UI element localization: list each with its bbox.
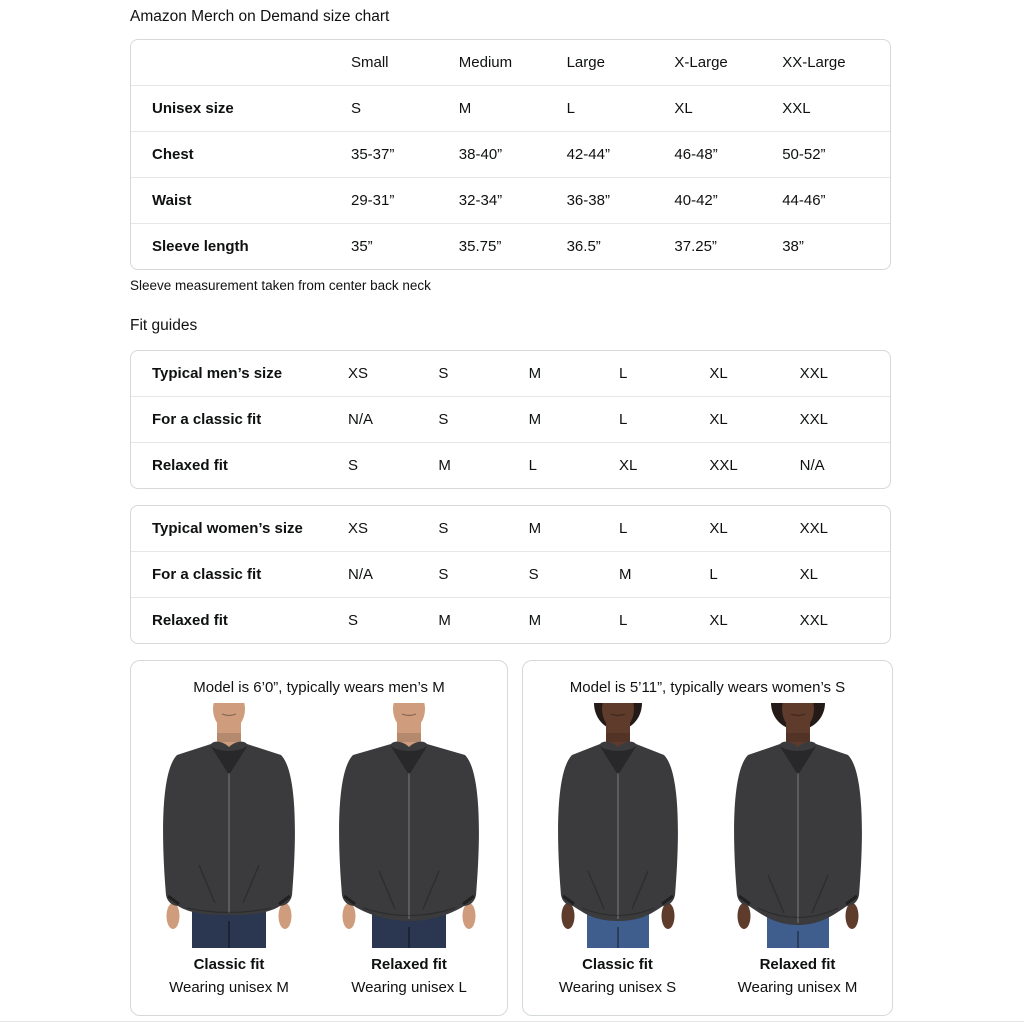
value-cell: M bbox=[438, 457, 451, 474]
model-cards-row bbox=[130, 660, 893, 1016]
table-row bbox=[131, 442, 890, 488]
model-card-title: Model is 6’0”, typically wears men’s M bbox=[193, 679, 445, 696]
value-cell: XS bbox=[348, 365, 369, 382]
value-cell: 35.75” bbox=[458, 238, 502, 255]
page-title: Amazon Merch on Demand size chart bbox=[130, 8, 390, 25]
row-label: Relaxed fit bbox=[152, 612, 228, 629]
value-cell: 35” bbox=[351, 238, 373, 255]
table-row bbox=[131, 85, 890, 131]
size-chart-table bbox=[130, 39, 891, 270]
value-cell: 37.25” bbox=[674, 238, 717, 255]
row-label: For a classic fit bbox=[152, 566, 262, 583]
value-cell: XL bbox=[709, 612, 728, 629]
row-label: Sleeve length bbox=[152, 238, 249, 255]
value-cell: S bbox=[348, 457, 359, 474]
value-cell: S bbox=[438, 566, 449, 583]
fit-caption: Relaxed fit bbox=[759, 956, 836, 973]
table-row bbox=[131, 551, 890, 597]
model-photo bbox=[713, 703, 883, 948]
model-figures bbox=[131, 703, 507, 997]
row-label: Relaxed fit bbox=[152, 457, 228, 474]
value-cell: M bbox=[528, 612, 542, 629]
value-cell: S bbox=[348, 612, 359, 629]
model-photo bbox=[533, 703, 703, 948]
fit-caption: Classic fit bbox=[582, 956, 653, 973]
table-row bbox=[131, 396, 890, 442]
column-header: Large bbox=[566, 54, 605, 71]
value-cell: M bbox=[618, 566, 632, 583]
value-cell: S bbox=[438, 520, 449, 537]
value-cell: M bbox=[458, 100, 472, 117]
value-cell: S bbox=[438, 365, 449, 382]
table-row bbox=[131, 131, 890, 177]
value-cell: L bbox=[618, 520, 628, 537]
value-cell: L bbox=[709, 566, 718, 583]
wearing-caption: Wearing unisex L bbox=[351, 979, 467, 996]
row-label: Unisex size bbox=[152, 100, 234, 117]
value-cell: XXL bbox=[799, 520, 828, 537]
value-cell: M bbox=[528, 365, 542, 382]
table-row bbox=[131, 177, 890, 223]
value-cell: 38-40” bbox=[458, 146, 503, 163]
value-cell: XXL bbox=[709, 457, 738, 474]
value-cell: L bbox=[566, 100, 575, 117]
table-row bbox=[131, 351, 890, 396]
row-label: For a classic fit bbox=[152, 411, 262, 428]
column-header: XX-Large bbox=[782, 54, 846, 71]
value-cell: L bbox=[618, 411, 628, 428]
fit-guides-heading: Fit guides bbox=[130, 317, 198, 334]
fit-guide-women-table bbox=[130, 505, 891, 644]
model-card-title: Model is 5’11”, typically wears women’s S bbox=[569, 679, 846, 696]
value-cell: XL bbox=[618, 457, 638, 474]
value-cell: 46-48” bbox=[674, 146, 718, 163]
model-figure-men-relaxed bbox=[324, 703, 494, 997]
value-cell: N/A bbox=[799, 457, 825, 474]
wearing-caption: Wearing unisex S bbox=[558, 979, 677, 996]
fit-guide-men-table bbox=[130, 350, 891, 489]
value-cell: XXL bbox=[799, 365, 828, 382]
value-cell: N/A bbox=[348, 411, 374, 428]
value-cell: N/A bbox=[348, 566, 374, 583]
value-cell: XL bbox=[709, 520, 728, 537]
value-cell: XS bbox=[348, 520, 369, 537]
fit-caption: Relaxed fit bbox=[371, 956, 447, 973]
value-cell: XXL bbox=[799, 411, 828, 428]
value-cell: XL bbox=[799, 566, 818, 583]
value-cell: S bbox=[438, 411, 449, 428]
value-cell: M bbox=[528, 520, 542, 537]
value-cell: 36-38” bbox=[566, 192, 610, 209]
value-cell: XL bbox=[709, 411, 728, 428]
table-row bbox=[131, 506, 890, 551]
value-cell: 40-42” bbox=[674, 192, 718, 209]
value-cell: M bbox=[528, 411, 542, 428]
value-cell: XXL bbox=[782, 100, 811, 117]
model-card-men bbox=[130, 660, 508, 1016]
model-photo bbox=[144, 703, 314, 948]
fit-caption: Classic fit bbox=[193, 956, 265, 973]
model-card-women bbox=[522, 660, 893, 1016]
table-row bbox=[131, 597, 890, 643]
value-cell: S bbox=[528, 566, 539, 583]
value-cell: XXL bbox=[799, 612, 828, 629]
column-header: X-Large bbox=[674, 54, 728, 71]
value-cell: 32-34” bbox=[458, 192, 503, 209]
value-cell: 44-46” bbox=[782, 192, 826, 209]
column-header: Small bbox=[351, 54, 389, 71]
value-cell: 42-44” bbox=[566, 146, 610, 163]
value-cell: S bbox=[351, 100, 362, 117]
wearing-caption: Wearing unisex M bbox=[169, 979, 289, 996]
value-cell: XL bbox=[709, 365, 728, 382]
column-header: Medium bbox=[458, 54, 513, 71]
value-cell: L bbox=[528, 457, 537, 474]
model-figure-women-classic bbox=[533, 703, 703, 997]
row-label: Typical women’s size bbox=[152, 520, 303, 537]
value-cell: XL bbox=[674, 100, 693, 117]
model-figures bbox=[523, 703, 892, 997]
bottom-divider bbox=[0, 1021, 1024, 1022]
value-cell: 50-52” bbox=[782, 146, 826, 163]
row-label: Typical men’s size bbox=[152, 365, 283, 382]
value-cell: 36.5” bbox=[566, 238, 601, 255]
wearing-caption: Wearing unisex M bbox=[737, 979, 858, 996]
model-figure-men-classic bbox=[144, 703, 314, 997]
model-figure-women-relaxed bbox=[713, 703, 883, 997]
value-cell: M bbox=[438, 612, 451, 629]
table-header-row bbox=[131, 40, 890, 85]
value-cell: 38” bbox=[782, 238, 804, 255]
value-cell: 35-37” bbox=[351, 146, 395, 163]
sleeve-note: Sleeve measurement taken from center back neck bbox=[130, 278, 431, 293]
model-photo bbox=[324, 703, 494, 948]
row-label: Chest bbox=[152, 146, 194, 163]
table-row bbox=[131, 223, 890, 269]
row-label: Waist bbox=[152, 192, 192, 209]
value-cell: 29-31” bbox=[351, 192, 395, 209]
value-cell: L bbox=[618, 365, 628, 382]
value-cell: L bbox=[618, 612, 628, 629]
